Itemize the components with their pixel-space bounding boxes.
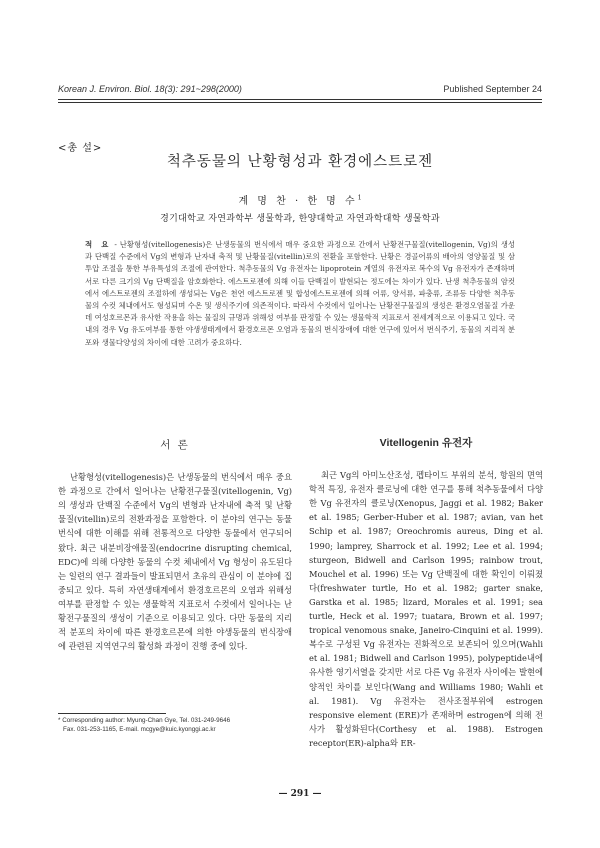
- running-header: [58, 84, 542, 94]
- footnote-line-2: Fax. 031-253-1165, E-mail. mcgye@kuic.kyonggi.ac.kr: [63, 726, 216, 733]
- intro-paragraph: 난황형성(vitellogenesis)은 난생동물의 번식에서 매우 중요한 과정으로 간에서 일어나는 난황전구물질(vitellogenin, Vg)의 생성과 단백질 수준에서 Vg의 변형과 난자내에 축적 및 난황물질(vitellin)로의 전환과정을 포함한다. 이 분야의 연구는 동물번식에 대한 이해를 위해 전통적으로 다양한 동물에서 연구되어 왔다. 최근 내분비장애물질(endocrine disrupting chemical, EDC)에 의해 다양한 동물의 수컷 체내에서 Vg 형성이 유도된다는 일련의 연구 결과들이 발표되면서 초유의 관심이 이 분야에 집중되고 있다. 특히 자연생태계에서 환경호르몬의 오염과 위해성 여부를 판정할 수 있는 생물학적 지표로서 수컷에서 일어나는 난황전구물질의 생성이 기준으로 이용되고 있다. 다만 동물의 지리적 분포의 차이에 따른 환경호르몬에 의한 야생동물의 번식장애에 관련된 지역연구의 활성화 과정이 진행 중에 있다.: [58, 472, 292, 652]
- abstract-text: - 난황형성(vitellogenesis)은 난생동물의 번식에서 매우 중요한 과정으로 간에서 난황전구물질(vitellogenin, Vg)의 생성과 단백질 수준에서 Vg의 변형과 난자내 축적 및 난황물질(vitellin)로의 전환을 포함한다. 난황은 경골어류의 배아의 영양물질 및 삼투압 조절을 통한 부유특성의 조절에 관여한다. 척추동물의 Vg 유전자는 lipoprotein 계열의 유전자로 복수의 Vg 유전자가 존재하며 서로 다른 크기의 Vg 단백질을 암호화한다. 에스트로젠에 의해 이들 단백질이 발현되는 정도에는 차이가 있다. 난생 척추동물의 암컷에서 에스트로젠의 조절하에 생성되는 Vg은 천연 에스트로젠 및 합성에스트로젠에 의해 어류, 양서류, 파충류, 조류등 다양한 척추동물의 수컷 체내에서도 형성되며 수온 및 생식주기에 의존적이다. 따라서 수컷에서 일어나는 난황전구물질의 생성은 환경오염물질 가운데 여성호르몬과 유사한 작용을 하는 물질의 규명과 위해성 여부를 판정할 수 있는 생물학적 지표로서 전세계적으로 이용되고 있다. 국내의 경우 Vg 유도여부를 통한 야생생태계에서 환경호르몬 오염과 동물의 번식장애에 대한 연구에 있어서 번식주기, 동물의 지리적 분포와 생물다양성의 차이에 대한 고려가 중요하다.: [85, 240, 515, 347]
- published-date: Published September 24: [443, 84, 542, 94]
- journal-citation: Korean J. Environ. Biol. 18(3): 291~298(2000): [58, 84, 242, 94]
- footnote-line-1: * Corresponding author: Myung-Chan Gye, Tel. 031-249-9646: [58, 717, 231, 724]
- author-list: [0, 192, 600, 207]
- article-category: <총 설>: [58, 143, 103, 154]
- header-rule-thin: [58, 102, 542, 103]
- abstract-label: 적 요: [85, 240, 112, 249]
- section-heading-gene: Vitellogenin 유전자: [379, 437, 473, 449]
- affiliation: 경기대학교 자연과학부 생물학과, 한양대학교 자연과학대학 생물학과: [160, 214, 440, 224]
- left-column: [58, 438, 292, 653]
- gene-paragraph: 최근 Vg의 아미노산조성, 펩타이드 부위의 분석, 항원의 면역학적 특징, 유전자 클로닝에 대한 연구를 통해 척추동물에서 다양한 Vg 유전자의 클로닝(Xenopus, Jaggi et al. 1982; Baker et al. 1985; Gerber-Huber et al. 1987; avian, van het Schip et al. 1987; Oreochromis aureus, Ding et al. 1990; lamprey, Sharrock et al. 1992; Lee et al. 1994; sturgeon, Bidwell and Carlson 1995; rainbow trout, Mouchel et al. 1996) 또는 Vg 단백질에 대한 확인이 이뤄졌다(freshwater turtle, Ho et al. 1982; garter snake, Garstka et al. 1985; lizard, Morales et al. 1991; sea turtle, Heck et al. 1997; tuatara, Brown et al. 1997; tropical venomous snake, Janeiro-Cinquini et al. 1999). 복수로 구성된 Vg 유전자는 진화적으로 보존되어 있으며(Wahli et al. 1981; Bidwell and Carlson 1995), polypeptide내에 유사한 영기서열을 갖지만 서로 다른 Vg 유전자 사이에는 발현에 양적인 차이를 보인다(Wang and Williams 1980; Wahli et al. 1981). Vg 유전자는 전사조절부위에 estrogen responsive element (ERE)가 존재하며 estrogen에 의해 전사가 활성화된다(Corthesy et al. 1988). Estrogen receptor(ER)-alpha와 ER-: [309, 470, 543, 748]
- section-heading-intro: 서 론: [160, 439, 190, 451]
- corresponding-footnote: [58, 716, 230, 734]
- footnote-rule: [58, 713, 166, 714]
- header-rule: [58, 99, 542, 100]
- author-names: 계 명 찬 · 한 명 수: [238, 196, 358, 207]
- right-column: [309, 436, 543, 750]
- paper-title: 척추동물의 난황형성과 환경에스트로젠: [166, 154, 434, 170]
- author-affil-mark: 1: [357, 194, 362, 202]
- abstract: [85, 239, 515, 349]
- page-number: — 291 —: [278, 789, 322, 799]
